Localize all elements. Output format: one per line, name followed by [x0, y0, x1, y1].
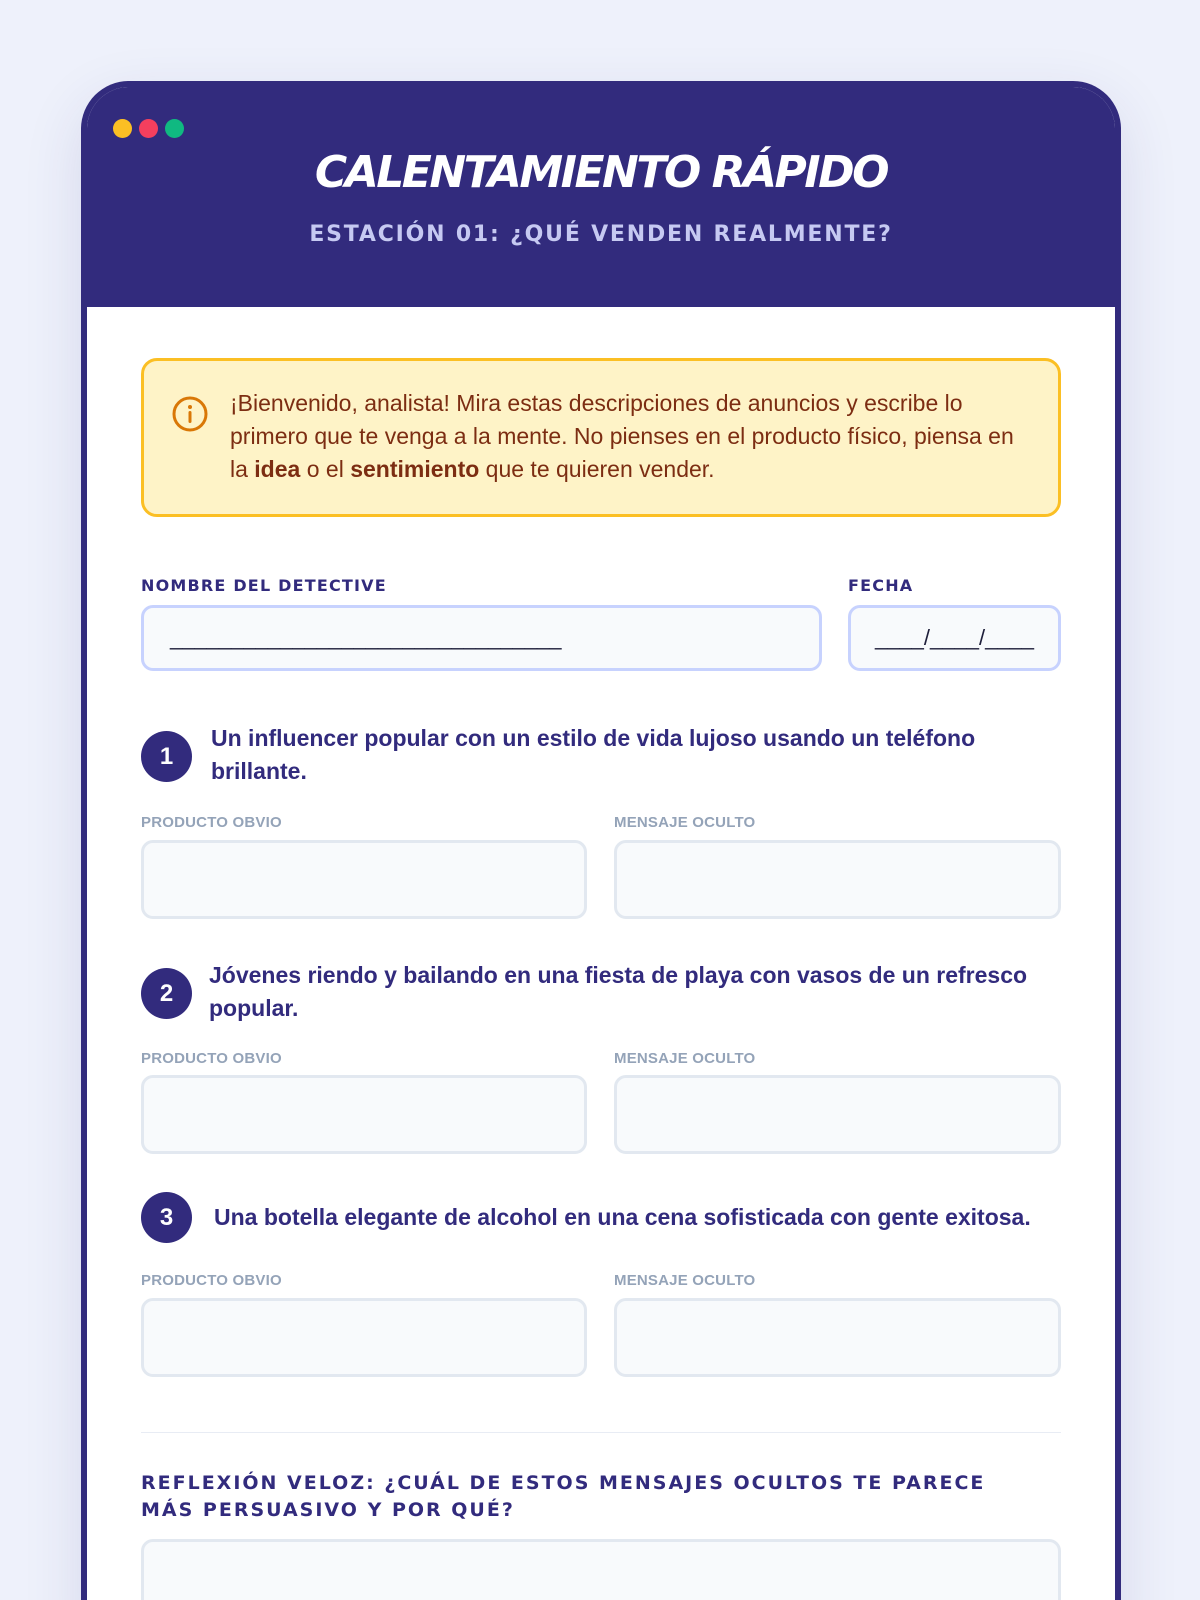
- question-text: Jóvenes riendo y bailando en una fiesta de playa con vasos de un refresco popular.: [209, 962, 1028, 1021]
- question-text: Una botella elegante de alcohol en una cena sofisticada con gente exitosa.: [214, 1204, 1031, 1230]
- welcome-notice: [141, 358, 1061, 517]
- question-text: Un influencer popular con un estilo de vida lujoso usando un teléfono brillante.: [211, 725, 976, 784]
- message-label: MENSAJE OCULTO: [614, 814, 756, 831]
- message-input-2[interactable]: [614, 1075, 1061, 1154]
- name-field[interactable]: [141, 605, 822, 671]
- product-input-1[interactable]: [141, 840, 587, 919]
- name-label: NOMBRE DEL DETECTIVE: [141, 576, 387, 595]
- date-field[interactable]: [848, 605, 1061, 671]
- question-number-badge: 2: [141, 968, 192, 1019]
- date-label: FECHA: [848, 576, 914, 595]
- message-input-3[interactable]: [614, 1298, 1061, 1377]
- window-controls: [113, 119, 184, 138]
- window-dot-red[interactable]: [139, 119, 158, 138]
- name-field-value: ________________________________: [170, 625, 562, 650]
- window-dot-green[interactable]: [165, 119, 184, 138]
- worksheet-window: [81, 81, 1121, 1600]
- product-input-2[interactable]: [141, 1075, 587, 1154]
- product-label: PRODUCTO OBVIO: [141, 1272, 282, 1289]
- reflection-input[interactable]: [141, 1539, 1061, 1600]
- product-input-3[interactable]: [141, 1298, 587, 1377]
- section-divider: [141, 1432, 1061, 1433]
- message-label: MENSAJE OCULTO: [614, 1050, 756, 1067]
- worksheet-header: [87, 87, 1115, 307]
- date-field-value: ____/____/____: [874, 625, 1035, 650]
- reflection-label: REFLEXIÓN VELOZ: ¿CUÁL DE ESTOS MENSAJES OCULTOS TE PARECE MÁS PERSUASIVO Y POR QUÉ?: [141, 1472, 986, 1521]
- product-label: PRODUCTO OBVIO: [141, 1050, 282, 1067]
- window-dot-yellow[interactable]: [113, 119, 132, 138]
- notice-text: ¡Bienvenido, analista! Mira estas descripciones de anuncios y escribe lo primero que te venga a la mente. No pienses en el producto físico, piensa en la idea o el sentimiento que te quieren vender.: [230, 390, 1014, 482]
- page-title: CALENTAMIENTO RÁPIDO: [314, 147, 888, 198]
- product-label: PRODUCTO OBVIO: [141, 814, 282, 831]
- info-icon: [171, 395, 209, 438]
- message-label: MENSAJE OCULTO: [614, 1272, 756, 1289]
- page-subtitle: ESTACIÓN 01: ¿QUÉ VENDEN REALMENTE?: [309, 222, 893, 247]
- message-input-1[interactable]: [614, 840, 1061, 919]
- question-number-badge: 3: [141, 1192, 192, 1243]
- question-number-badge: 1: [141, 731, 192, 782]
